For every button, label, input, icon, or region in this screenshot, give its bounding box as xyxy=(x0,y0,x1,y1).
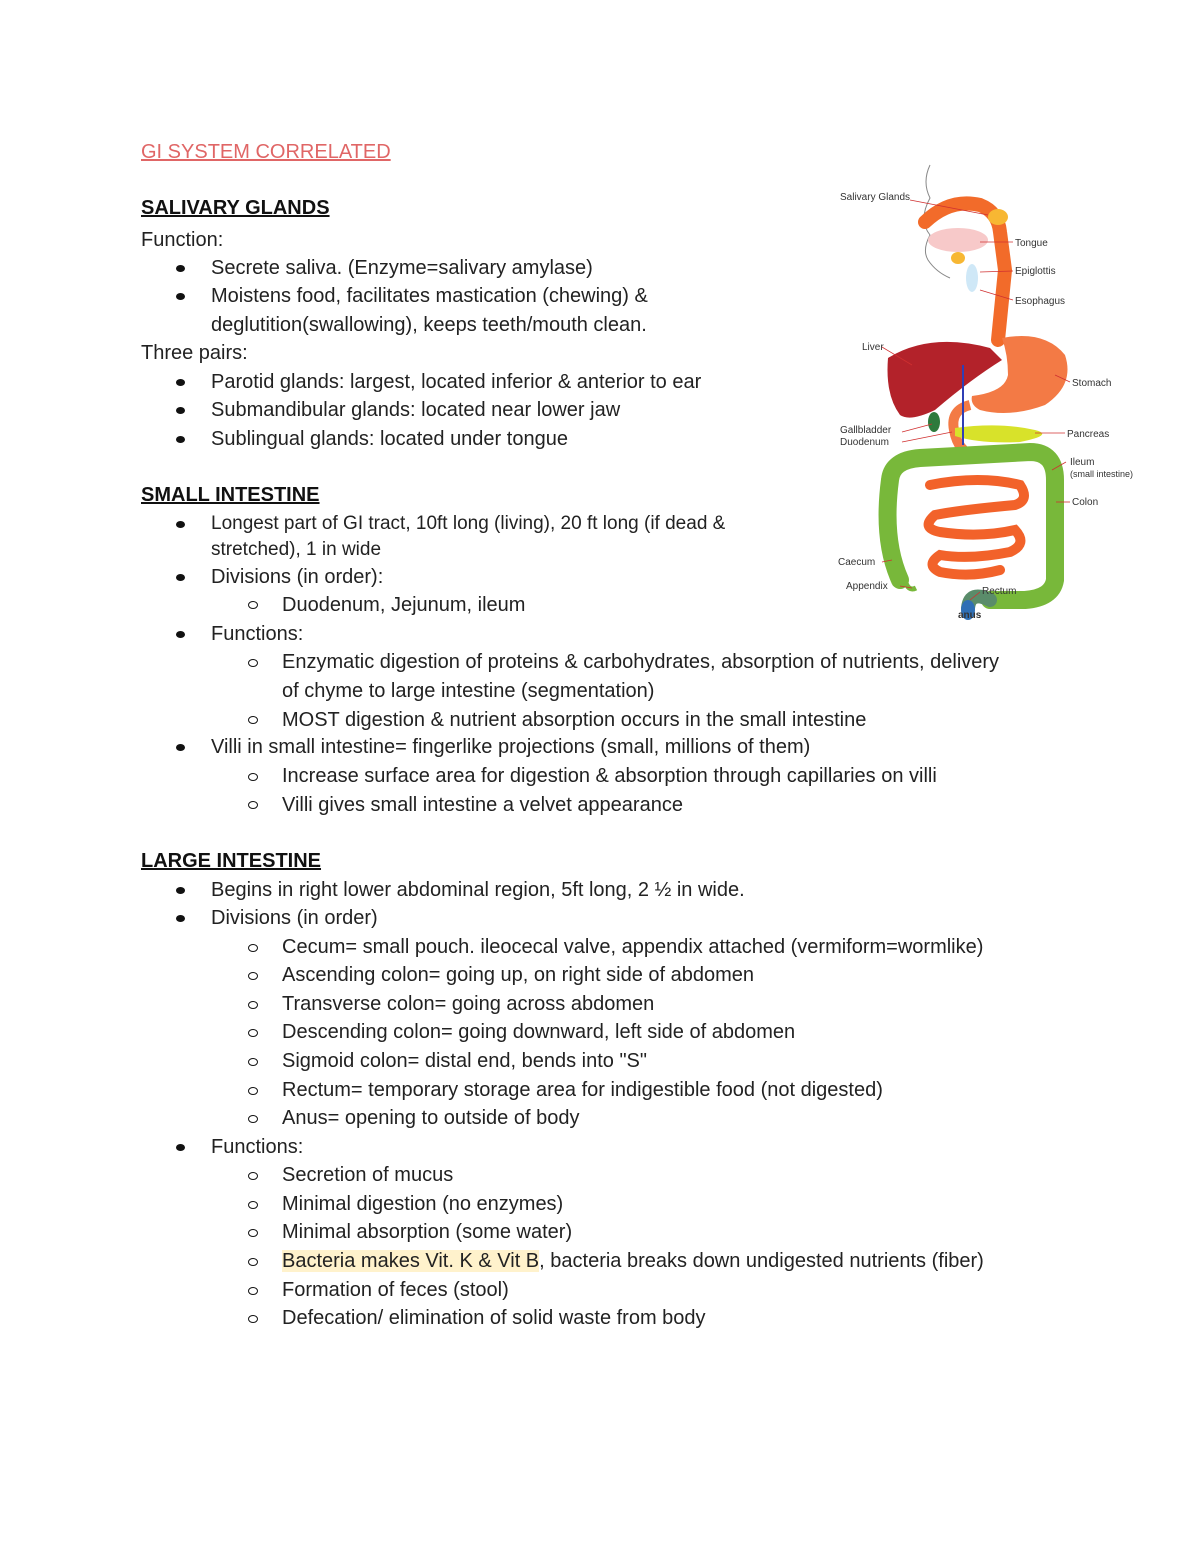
salivary-function-item-cont: deglutition(swallowing), keeps teeth/mouth clean. xyxy=(211,314,647,336)
label-liver: Liver xyxy=(862,342,884,353)
salivary-function-item: Moistens food, facilitates mastication (chewing) & xyxy=(211,285,648,307)
label-duodenum: Duodenum xyxy=(840,437,889,448)
small-subitem-cont: of chyme to large intestine (segmentation) xyxy=(282,680,655,702)
circle-bullet-icon xyxy=(248,601,258,609)
circle-bullet-icon xyxy=(248,1201,258,1209)
large-function: Minimal absorption (some water) xyxy=(282,1221,573,1243)
label-esophagus: Esophagus xyxy=(1015,296,1066,307)
small-subitem: MOST digestion & nutrient absorption occurs in the small intestine xyxy=(282,709,867,731)
small-subitem: Enzymatic digestion of proteins & carbohydrates, absorption of nutrients, delivery xyxy=(282,651,1000,673)
pancreas-shape xyxy=(955,425,1042,442)
bullet-icon xyxy=(176,915,185,922)
tongue-shape xyxy=(928,228,988,252)
highlighted-text: Bacteria makes Vit. K & Vit B xyxy=(282,1250,540,1272)
bullet-icon xyxy=(176,407,185,414)
circle-bullet-icon xyxy=(248,1229,258,1237)
large-item: Divisions (in order) xyxy=(211,907,378,929)
small-item: Longest part of GI tract, 10ft long (living), 20 ft long (if dead & xyxy=(211,513,726,534)
small-item: Functions: xyxy=(211,623,304,645)
label-pancreas: Pancreas xyxy=(1067,429,1110,440)
bullet-icon xyxy=(176,436,185,443)
large-function: Defecation/ elimination of solid waste from body xyxy=(282,1307,706,1329)
label-colon: Colon xyxy=(1072,497,1099,508)
circle-bullet-icon xyxy=(248,1115,258,1123)
circle-bullet-icon xyxy=(248,773,258,781)
circle-bullet-icon xyxy=(248,1001,258,1009)
label-epiglottis: Epiglottis xyxy=(1015,266,1056,277)
circle-bullet-icon xyxy=(248,1315,258,1323)
large-division: Anus= opening to outside of body xyxy=(282,1107,580,1129)
large-function: Minimal digestion (no enzymes) xyxy=(282,1193,564,1215)
large-intestine-heading: LARGE INTESTINE xyxy=(141,850,322,872)
document-title: GI SYSTEM CORRELATED xyxy=(141,141,391,163)
small-item-cont: stretched), 1 in wide xyxy=(211,539,382,560)
large-item: Functions: xyxy=(211,1136,304,1158)
salivary-gland-shape xyxy=(988,209,1008,225)
label-appendix: Appendix xyxy=(846,581,888,592)
salivary-heading: SALIVARY GLANDS xyxy=(141,197,330,219)
bullet-icon xyxy=(176,744,185,751)
small-subitem: Increase surface area for digestion & absorption through capillaries on villi xyxy=(282,765,937,787)
large-division: Ascending colon= going up, on right side of abdomen xyxy=(282,964,755,986)
large-division: Descending colon= going downward, left side of abdomen xyxy=(282,1021,796,1043)
circle-bullet-icon xyxy=(248,1172,258,1180)
large-division: Sigmoid colon= distal end, bends into "S" xyxy=(282,1050,647,1072)
bullet-icon xyxy=(176,293,185,300)
gallbladder-shape xyxy=(928,412,940,432)
large-function-rest: , bacteria breaks down undigested nutrients (fiber) xyxy=(539,1250,984,1272)
circle-bullet-icon xyxy=(248,801,258,809)
label-anus: anus xyxy=(958,610,982,621)
label-caecum: Caecum xyxy=(838,557,876,568)
label-ileum-note: (small intestine) xyxy=(1070,469,1134,479)
bullet-icon xyxy=(176,521,185,528)
large-division: Transverse colon= going across abdomen xyxy=(282,993,655,1015)
salivary-function-label: Function: xyxy=(141,229,224,251)
small-subitem: Villi gives small intestine a velvet appearance xyxy=(282,794,683,816)
circle-bullet-icon xyxy=(248,659,258,667)
small-intestine-shape xyxy=(929,480,1024,575)
small-item: Divisions (in order): xyxy=(211,566,384,588)
bullet-icon xyxy=(176,887,185,894)
bullet-icon xyxy=(176,574,185,581)
label-ileum: Ileum xyxy=(1070,457,1095,468)
circle-bullet-icon xyxy=(248,1087,258,1095)
label-stomach: Stomach xyxy=(1072,378,1112,389)
digestive-system-diagram xyxy=(830,160,1150,630)
label-rectum: Rectum xyxy=(982,586,1017,597)
circle-bullet-icon xyxy=(248,1258,258,1266)
salivary-function-item: Secrete saliva. (Enzyme=salivary amylase) xyxy=(211,257,593,279)
salivary-pair-item: Sublingual glands: located under tongue xyxy=(211,428,568,450)
small-item: Villi in small intestine= fingerlike projections (small, millions of them) xyxy=(211,736,811,758)
label-salivary-glands: Salivary Glands xyxy=(840,192,911,203)
bullet-icon xyxy=(176,1144,185,1151)
large-function: Formation of feces (stool) xyxy=(282,1279,509,1301)
bullet-icon xyxy=(176,631,185,638)
bullet-icon xyxy=(176,265,185,272)
large-division: Cecum= small pouch. ileocecal valve, appendix attached (vermiform=wormlike) xyxy=(282,936,984,958)
small-subitem: Duodenum, Jejunum, ileum xyxy=(282,594,526,616)
circle-bullet-icon xyxy=(248,944,258,952)
circle-bullet-icon xyxy=(248,716,258,724)
salivary-pairs-label: Three pairs: xyxy=(141,342,248,364)
salivary-pair-item: Submandibular glands: located near lower jaw xyxy=(211,399,621,421)
circle-bullet-icon xyxy=(248,1029,258,1037)
small-intestine-heading: SMALL INTESTINE xyxy=(141,484,320,506)
label-tongue: Tongue xyxy=(1015,238,1048,249)
circle-bullet-icon xyxy=(248,1287,258,1295)
large-function-bacteria xyxy=(282,1247,984,1275)
circle-bullet-icon xyxy=(248,1058,258,1066)
bullet-icon xyxy=(176,379,185,386)
circle-bullet-icon xyxy=(248,972,258,980)
large-function: Secretion of mucus xyxy=(282,1164,454,1186)
large-division: Rectum= temporary storage area for indigestible food (not digested) xyxy=(282,1079,883,1101)
salivary-pair-item: Parotid glands: largest, located inferior & anterior to ear xyxy=(211,371,702,393)
label-gallbladder: Gallbladder xyxy=(840,425,892,436)
large-item: Begins in right lower abdominal region, 5ft long, 2 ½ in wide. xyxy=(211,879,745,901)
